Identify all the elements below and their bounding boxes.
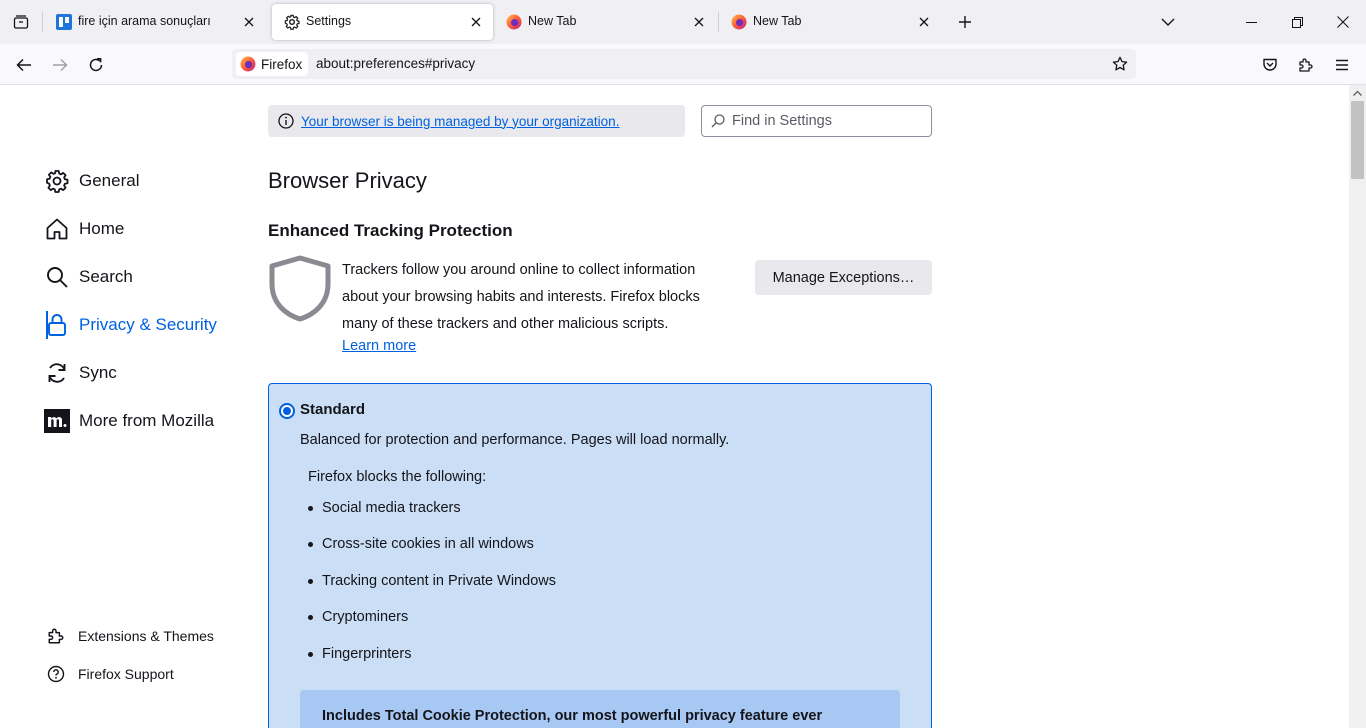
list-item xyxy=(308,573,556,589)
url-text[interactable]: about:preferences#privacy xyxy=(316,56,476,71)
pocket-icon xyxy=(1262,57,1278,73)
search-icon xyxy=(44,264,70,290)
sidebar-footer-label: Firefox Support xyxy=(78,666,174,682)
sidebar-item-more-from-mozilla[interactable] xyxy=(44,405,214,437)
sidebar-item-general[interactable] xyxy=(44,165,139,197)
tab-close-icon[interactable] xyxy=(690,13,708,31)
hamburger-menu-icon xyxy=(1334,57,1350,73)
block-item-text: Tracking content in Private Windows xyxy=(322,573,556,589)
sidebar-item-label: More from Mozilla xyxy=(79,411,215,430)
sidebar-item-sync[interactable] xyxy=(44,357,117,389)
sidebar-item-label: General xyxy=(79,171,140,190)
lock-icon xyxy=(44,312,70,338)
puzzle-icon xyxy=(46,626,66,646)
search-icon xyxy=(710,113,726,129)
tab-close-icon[interactable] xyxy=(240,13,258,31)
block-item-text: Social media trackers xyxy=(322,500,461,516)
restore-icon xyxy=(1292,17,1303,28)
gear-icon xyxy=(44,168,70,194)
star-icon xyxy=(1112,56,1128,72)
etp-learn-more-link[interactable]: Learn more xyxy=(342,338,417,354)
tab-settings[interactable] xyxy=(272,4,493,40)
block-item-text: Cross-site cookies in all windows xyxy=(322,536,534,552)
arrow-right-icon xyxy=(52,57,68,73)
bullet xyxy=(308,652,313,657)
sidebar-item-label: Home xyxy=(79,219,125,238)
list-item xyxy=(308,646,411,662)
sidebar-firefox-support-link[interactable] xyxy=(46,662,174,686)
tab-title: Settings xyxy=(306,14,352,28)
new-tab-button[interactable] xyxy=(952,9,978,35)
tab-new-tab[interactable] xyxy=(494,4,716,40)
block-item-text: Cryptominers xyxy=(322,609,409,625)
bullet xyxy=(308,615,313,620)
tab-title: New Tab xyxy=(753,14,802,28)
shield-icon xyxy=(268,254,332,322)
tab-title: New Tab xyxy=(528,14,577,28)
firefox-icon xyxy=(240,56,256,72)
navigation-toolbar xyxy=(0,44,1366,85)
identity-label: Firefox xyxy=(261,56,303,72)
page-title: Browser Privacy xyxy=(268,168,427,193)
bullet xyxy=(308,579,313,584)
firefox-icon xyxy=(731,14,747,30)
total-cookie-protection-callout xyxy=(300,690,900,728)
firefox-view-button[interactable] xyxy=(0,0,42,44)
tab-close-icon[interactable] xyxy=(467,13,485,31)
etp-heading: Enhanced Tracking Protection xyxy=(268,221,513,240)
app-menu-button[interactable] xyxy=(1328,51,1356,79)
reload-button[interactable] xyxy=(82,51,110,79)
restore-button[interactable] xyxy=(1274,0,1320,44)
plus-icon xyxy=(958,15,972,29)
reload-icon xyxy=(88,57,104,73)
tab-search-results[interactable] xyxy=(44,4,266,40)
policies-link[interactable]: Your browser is being managed by your organization. xyxy=(301,113,620,129)
blocks-list-label: Firefox blocks the following: xyxy=(308,469,487,485)
chevron-down-icon xyxy=(1161,17,1175,27)
sidebar-item-home[interactable] xyxy=(44,213,124,245)
mozilla-icon xyxy=(44,408,70,434)
tab-close-icon[interactable] xyxy=(915,13,933,31)
help-icon xyxy=(46,664,66,684)
scroll-up-arrow[interactable] xyxy=(1349,85,1366,101)
url-bar[interactable] xyxy=(232,49,1136,79)
standard-radio[interactable] xyxy=(279,403,295,419)
firefox-view-icon xyxy=(13,14,29,30)
sidebar-item-label: Privacy & Security xyxy=(79,315,217,334)
tab-new-tab[interactable] xyxy=(719,4,941,40)
sync-icon xyxy=(44,360,70,386)
tab-title: fire için arama sonuçları xyxy=(78,14,211,28)
chevron-up-icon xyxy=(1353,90,1362,96)
pocket-button[interactable] xyxy=(1256,51,1284,79)
manage-exceptions-button[interactable]: Manage Exceptions… xyxy=(755,260,932,295)
sidebar-footer-label: Extensions & Themes xyxy=(78,628,214,644)
list-item xyxy=(308,500,461,516)
standard-description: Balanced for protection and performance. Pages will load normally. xyxy=(300,432,730,448)
sidebar-item-privacy-security[interactable] xyxy=(44,309,217,341)
forward-button[interactable] xyxy=(46,51,74,79)
arrow-left-icon xyxy=(16,57,32,73)
settings-search-input[interactable] xyxy=(732,113,922,129)
bookmark-star-button[interactable] xyxy=(1110,54,1130,74)
home-icon xyxy=(44,216,70,242)
policies-notice xyxy=(268,105,685,137)
etp-description: Trackers follow you around online to collect information about your browsing habits and interests. Firefox blocks many of these trackers and other malicious scripts. xyxy=(342,262,700,332)
standard-protection-option[interactable] xyxy=(268,383,932,728)
puzzle-icon xyxy=(1298,57,1314,73)
settings-search-box[interactable] xyxy=(701,105,932,137)
tab-separator xyxy=(42,12,43,32)
list-item xyxy=(308,536,534,552)
sidebar-item-label: Sync xyxy=(79,363,117,382)
sidebar-extensions-themes-link[interactable] xyxy=(46,624,214,648)
back-button[interactable] xyxy=(10,51,38,79)
bullet xyxy=(308,506,313,511)
list-all-tabs-button[interactable] xyxy=(1156,9,1180,35)
firefox-icon xyxy=(506,14,522,30)
identity-box[interactable] xyxy=(236,52,308,76)
vertical-scrollbar[interactable] xyxy=(1349,85,1366,728)
gear-icon xyxy=(284,14,300,30)
close-window-button[interactable] xyxy=(1320,0,1366,44)
block-item-text: Fingerprinters xyxy=(322,646,412,662)
list-item xyxy=(308,609,408,625)
info-icon xyxy=(277,112,295,130)
tab-strip xyxy=(0,0,1366,44)
extensions-button[interactable] xyxy=(1292,51,1320,79)
minimize-button[interactable] xyxy=(1228,0,1274,44)
standard-label: Standard xyxy=(300,401,366,418)
tcp-text: Includes Total Cookie Protection, our most powerful privacy feature ever xyxy=(322,708,823,724)
close-icon xyxy=(1337,16,1349,28)
bullet xyxy=(308,542,313,547)
scrollbar-thumb[interactable] xyxy=(1351,101,1364,179)
sidebar-item-label: Search xyxy=(79,267,133,286)
site-favicon-icon xyxy=(56,14,72,30)
minimize-icon xyxy=(1246,17,1257,28)
sidebar-item-search[interactable] xyxy=(44,261,133,293)
